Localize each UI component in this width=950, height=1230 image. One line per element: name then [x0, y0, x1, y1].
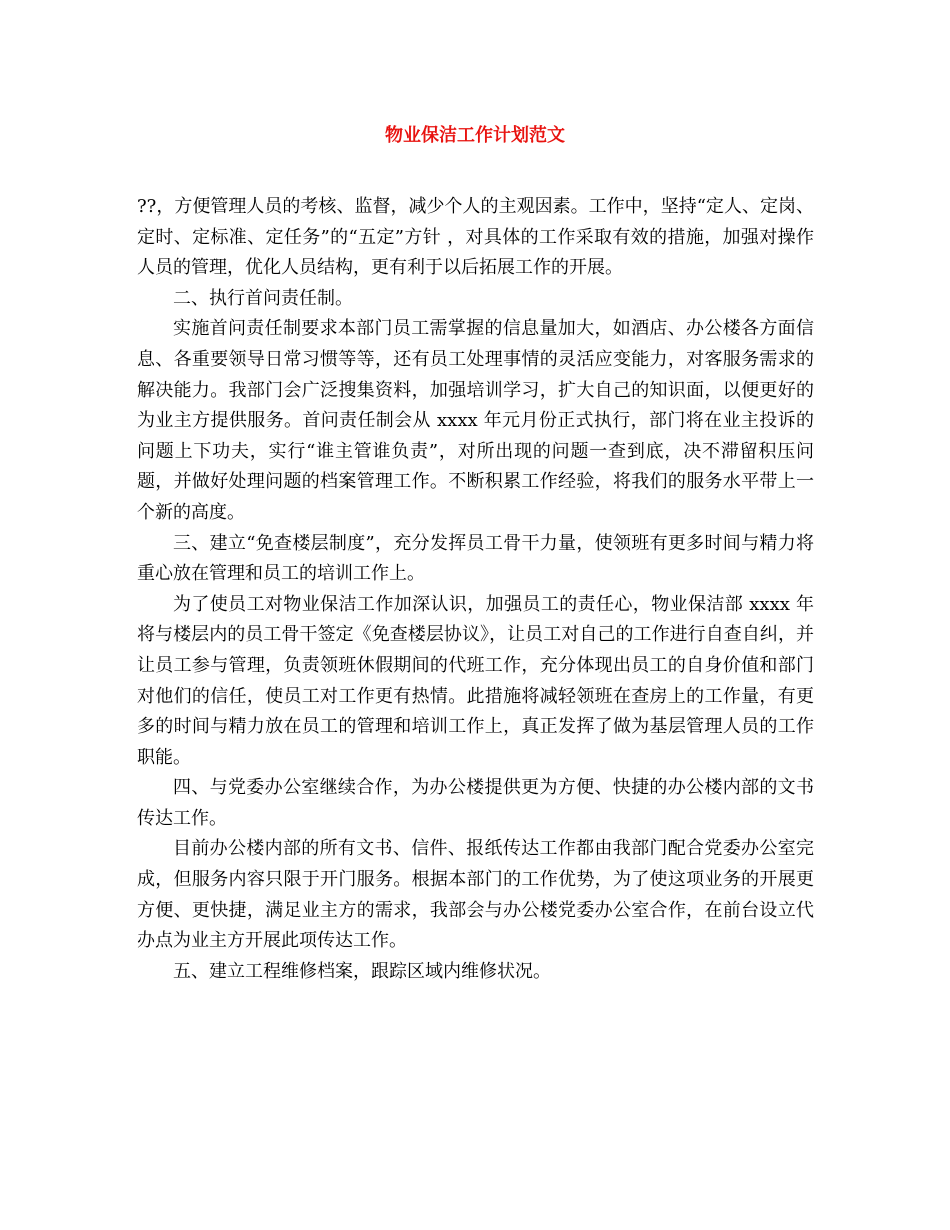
paragraph-first-responsibility: 实施首问责任制要求本部门员工需掌握的信息量加大，如酒店、办公楼各方面信息、各重要领导日常习惯等等，还有员工处理事情的灵活应变能力，对客服务需求的解决能力。我部门会广泛搜集资料，加强培训学习，扩大自己的知识面，以便更好的为业主方提供服务。首问责任制会从 xxxx 年元月份正式执行，部门将在业主投诉的问题上下功夫，实行“谁主管谁负责”，对所出现的问题一查到底，决不滞留积压问题，并做好处理问题的档案管理工作。不断积累工作经验，将我们的服务水平带上一个新的高度。	[137, 318, 814, 523]
section-heading-5: 五、建立工程维修档案，跟踪区域内维修状况。	[173, 960, 551, 982]
paragraph-intro: ??，方便管理人员的考核、监督，减少个人的主观因素。工作中，坚持“定人、定岗、定时、定标准、定任务”的“五定”方针 ，对具体的工作采取有效的措施，加强对操作人员的管理，优化人员结构，更有利于以后拓展工作的开展。	[137, 196, 814, 279]
section-heading-2: 二、执行首问责任制。	[173, 287, 353, 309]
section-heading-3: 三、建立“免查楼层制度”，充分发挥员工骨干力量，使领班有更多时间与精力将重心放在管理和员工的培训工作上。	[137, 532, 814, 585]
section-heading-4: 四、与党委办公室继续合作，为办公楼提供更为方便、快捷的办公楼内部的文书传达工作。	[137, 777, 814, 829]
paragraph-document-delivery: 目前办公楼内部的所有文书、信件、报纸传达工作都由我部门配合党委办公室完成，但服务内容只限于开门服务。根据本部门的工作优势，为了使这项业务的开展更方便、更快捷，满足业主方的需求，我部会与办公楼党委办公室合作，在前台设立代办点为业主方开展此项传达工作。	[137, 838, 814, 952]
paragraph-floor-check-exemption: 为了使员工对物业保洁工作加深认识，加强员工的责任心，物业保洁部 xxxx 年将与楼层内的员工骨干签定《免查楼层协议》，让员工对自己的工作进行自查自纠，并让员工参与管理，负责领班休假期间的代班工作，充分体现出员工的自身价值和部门对他们的信任，使员工对工作更有热情。此措施将减轻领班在查房上的工作量，有更多的时间与精力放在员工的管理和培训工作上，真正发挥了做为基层管理人员的工作职能。	[137, 593, 814, 768]
document-body	[137, 192, 814, 987]
document-title: 物业保洁工作计划范文	[385, 125, 565, 146]
